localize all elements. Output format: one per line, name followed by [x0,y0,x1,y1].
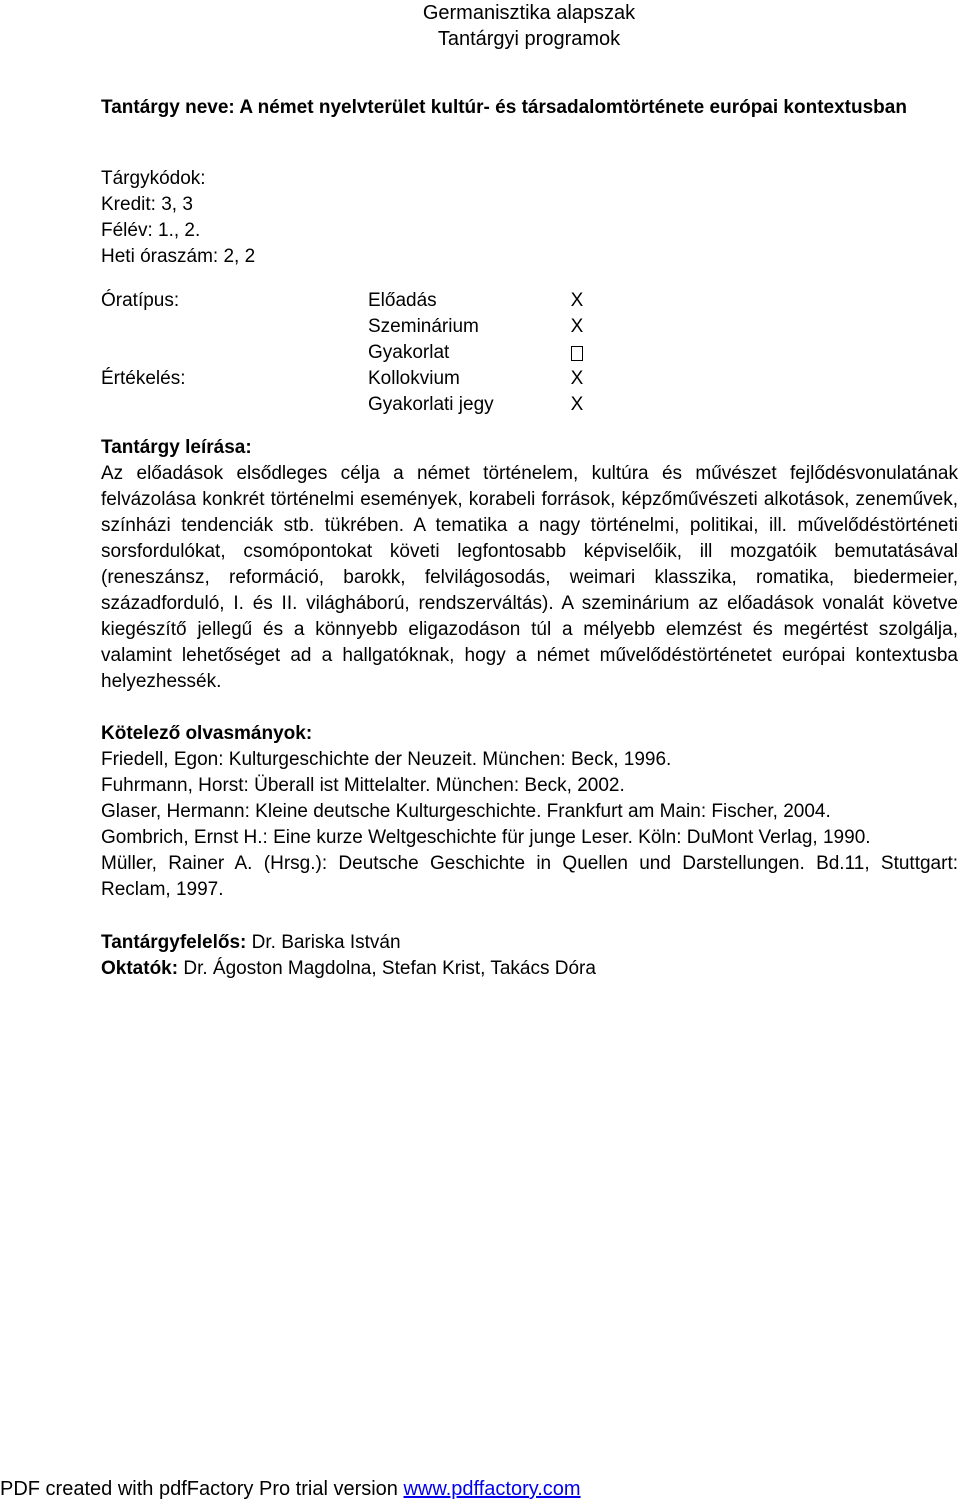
type-mark: X [570,290,584,311]
type-mark: X [570,316,584,337]
empty-checkbox-icon [571,346,583,361]
type-name: Előadás [368,290,437,311]
description-heading: Tantárgy leírása: [101,437,252,458]
type-name: Gyakorlat [368,342,450,363]
header-line-1: Germanisztika alapszak [422,2,636,24]
reading-item: Fuhrmann, Horst: Überall ist Mittelalter. München: Beck, 2002. [101,775,625,796]
page-header [0,0,960,52]
course-meta [101,166,958,270]
course-semester: Félév: 1., 2. [101,220,201,241]
type-name: Kollokvium [368,368,460,389]
readings-heading: Kötelező olvasmányok: [101,723,313,744]
type-name: Gyakorlati jegy [368,394,494,415]
class-type-label: Óratípus: [101,290,180,311]
eval-type-label: Értékelés: [101,368,186,389]
type-row [101,366,958,392]
course-title: Tantárgy neve: A német nyelvterület kultúr- és társadalomtörténete európai kontextusban [101,97,907,118]
teachers-value: Dr. Ágoston Magdolna, Stefan Krist, Takács Dóra [178,958,596,979]
reading-item: Gombrich, Ernst H.: Eine kurze Weltgeschichte für junge Leser. Köln: DuMont Verlag, 1990. [101,827,871,848]
description-text: Az előadások elsődleges célja a német történelem, kultúra és művészet fejlődésvonulatának felvázolása konkrét történelmi események, korabeli források, képzőművészeti alkotások, zeneművek, színházi tendenciák stb. tükrében. A tematika a nagy történelmi, politikai, ill. művelődéstörténeti sorsfordulókat, csomópontokat követi legfontosabb képviselőik, ill mozgatóik bemutatásával (reneszánsz, reformáció, barokk, felvilágosodás, weimari klasszika, romatika, biedermeier, századforduló, I. és II. világháború, rendszerváltás). A szeminárium az előadások vonalát követve kiegészítő jellegű és a könnyebb eligazodáson túl a mélyebb elemzést és megértést szolgálja, valamint lehetőséget ad a hallgatóknak, hogy a német művelődéstörténetet európai kontextusba helyezhessék. [101,463,958,692]
responsible-label: Tantárgyfelelős: [101,932,247,953]
header-line-2: Tantárgyi programok [437,28,621,50]
staff-section [101,930,958,982]
type-row [101,340,958,366]
type-name: Szeminárium [368,316,479,337]
reading-item: Friedell, Egon: Kulturgeschichte der Neuzeit. München: Beck, 1996. [101,749,672,770]
document-body [101,95,958,982]
pdf-footer [0,1476,581,1502]
class-types-table [101,288,958,418]
course-code: Tárgykódok: [101,168,206,189]
footer-text: PDF created with pdfFactory Pro trial version [0,1478,404,1500]
reading-item: Glaser, Hermann: Kleine deutsche Kulturgeschichte. Frankfurt am Main: Fischer, 2004. [101,801,831,822]
type-unchecked-box [568,340,586,369]
responsible-line [101,930,958,956]
type-mark: X [570,394,584,415]
responsible-value: Dr. Bariska István [246,932,401,953]
course-hours: Heti óraszám: 2, 2 [101,246,256,267]
type-mark: X [570,368,584,389]
teachers-line [101,956,958,982]
course-credit: Kredit: 3, 3 [101,194,193,215]
reading-item: Müller, Rainer A. (Hrsg.): Deutsche Geschichte in Quellen und Darstellungen. Bd.11, Stuttgart: Reclam, 1997. [101,853,958,900]
type-row [101,314,958,340]
type-row [101,288,958,314]
type-row [101,392,958,418]
footer-link[interactable]: www.pdffactory.com [403,1478,581,1500]
teachers-label: Oktatók: [101,958,179,979]
